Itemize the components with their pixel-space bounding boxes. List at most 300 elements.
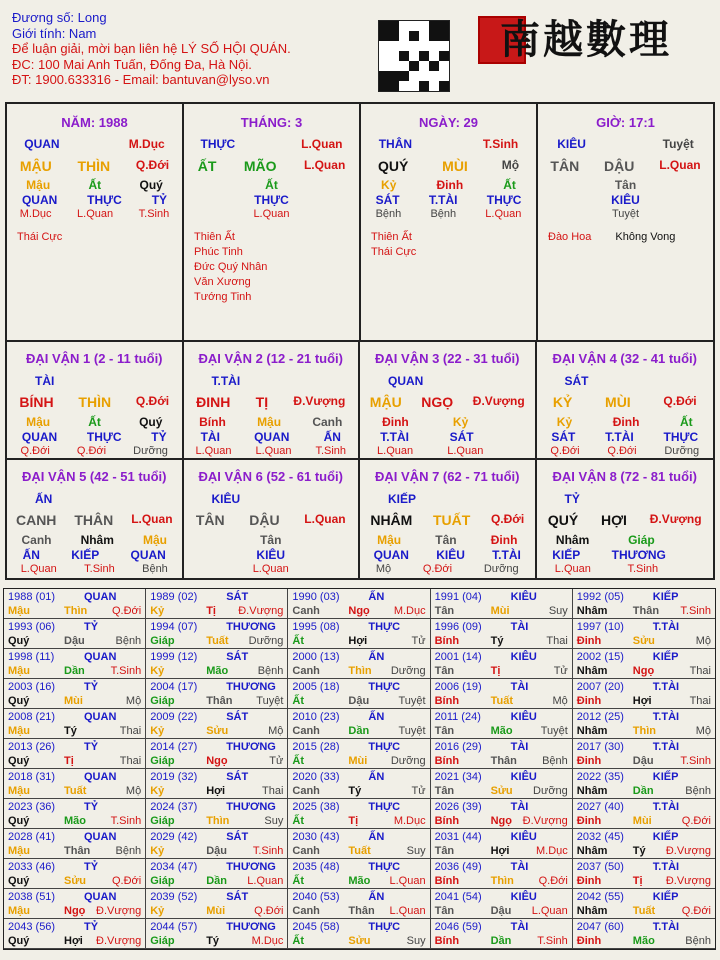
year-god: T.TÀI — [652, 921, 680, 933]
year-stem: Quý — [8, 695, 30, 707]
year-pillar — [577, 935, 711, 947]
star-name: Thiên Ất — [194, 231, 235, 243]
annual-luck-grid — [3, 588, 716, 950]
hidden-stem: Quý — [139, 178, 163, 192]
hidden-stage: Q.Đới — [76, 445, 107, 457]
year-stem: Mậu — [8, 845, 30, 857]
hidden-stage: Tuyệt — [611, 208, 640, 220]
four-pillars — [5, 102, 715, 342]
dai-van-god: SÁT — [564, 374, 589, 388]
year-stem: Nhâm — [576, 605, 608, 617]
hidden-god: THỰC — [486, 193, 522, 207]
hidden-stem: Canh — [21, 533, 52, 547]
hidden-god: QUAN — [130, 548, 166, 562]
year-stage: M.Dục — [393, 815, 426, 827]
year-branch: Thân — [348, 905, 375, 917]
year-pillar — [435, 755, 568, 767]
dai-van-3 — [360, 342, 537, 460]
heavenly-stem: QUÝ — [377, 158, 409, 174]
heavenly-stem: TÂN — [550, 158, 580, 174]
year-cell — [4, 739, 146, 769]
hidden-stage: T.Sinh — [315, 445, 347, 457]
pillar-title: THÁNG: 3 — [240, 115, 303, 130]
year-god: THỰC — [368, 621, 401, 633]
year-pillar — [150, 605, 283, 617]
year-cell — [146, 919, 288, 949]
pillar-row — [538, 137, 713, 151]
earthly-branch: HỢI — [600, 512, 627, 528]
hidden-stem: Đinh — [382, 415, 409, 429]
year-stem: Mậu — [8, 785, 30, 797]
year-cell — [288, 709, 430, 739]
year-stem: Kỷ — [150, 845, 165, 857]
hidden-god: T.TÀI — [380, 430, 409, 444]
year-pillar — [8, 725, 141, 737]
hidden-stem: Mậu — [26, 415, 51, 429]
year-stage: Suy — [264, 815, 284, 827]
year-god: TÀI — [510, 861, 529, 873]
dai-van-title: ĐẠI VẬN 8 (72 - 81 tuổi) — [552, 469, 697, 484]
year-cell — [431, 889, 573, 919]
year-stem: Kỷ — [150, 785, 165, 797]
hidden-stem: Đinh — [490, 533, 518, 547]
hidden-god: THỰC — [86, 430, 122, 444]
hidden-god: KIÊU — [256, 548, 286, 562]
year-branch: Tị — [490, 665, 501, 677]
year-branch: Mão — [490, 725, 513, 737]
year-label: 2038 (51) — [8, 891, 56, 903]
year-pillar — [577, 815, 711, 827]
year-cell — [431, 709, 573, 739]
hidden-stem: Bính — [199, 415, 226, 429]
hidden-stem: Mậu — [377, 533, 402, 547]
year-stem: Giáp — [150, 875, 175, 887]
hidden-stage: Bệnh — [142, 563, 168, 575]
pillar-row — [184, 394, 359, 410]
year-stage: Mộ — [695, 725, 711, 737]
year-stem: Tân — [434, 785, 455, 797]
year-label: 1990 (03) — [292, 591, 340, 603]
year-cell — [288, 649, 430, 679]
year-pillar — [292, 875, 425, 887]
year-stem: Bính — [434, 935, 460, 947]
hidden-god: QUAN — [21, 193, 58, 207]
year-god: T.TÀI — [652, 681, 680, 693]
year-cell — [288, 799, 430, 829]
year-label: 2011 (24) — [434, 711, 481, 723]
hidden-stem: Kỷ — [452, 415, 469, 429]
year-pillar — [150, 935, 283, 947]
year-stage: Mộ — [125, 695, 142, 707]
year-cell — [4, 919, 146, 949]
pillar-row — [361, 208, 536, 220]
hidden-stage: L.Quan — [554, 563, 591, 575]
year-god: TÀI — [510, 621, 529, 633]
year-cell — [288, 919, 430, 949]
pillar-god-stage: M.Dục — [128, 137, 165, 151]
year-cell — [146, 829, 288, 859]
dai-van-4 — [537, 342, 714, 460]
year-stem: Bính — [434, 815, 460, 827]
year-pillar — [8, 665, 141, 677]
year-stage: L.Quan — [531, 905, 568, 917]
year-stage: Q.Đới — [111, 605, 142, 617]
year-label: 2012 (25) — [576, 711, 624, 723]
hidden-god: THƯƠNG — [611, 548, 666, 562]
year-cell — [431, 829, 573, 859]
year-stage: Tuyệt — [398, 695, 426, 707]
year-stem: Nhâm — [576, 905, 608, 917]
earthly-branch: MÙI — [605, 394, 631, 410]
hidden-stage: Bệnh — [375, 208, 402, 220]
year-branch: Mão — [206, 665, 229, 677]
year-pillar — [435, 935, 568, 947]
year-label: 2029 (42) — [150, 831, 198, 843]
year-branch: Sửu — [632, 635, 655, 647]
year-cell — [4, 889, 146, 919]
year-label: 2042 (55) — [576, 891, 624, 903]
year-branch: Mùi — [632, 815, 652, 827]
year-label: 1989 (02) — [150, 591, 198, 603]
dai-van-title: ĐẠI VẬN 2 (12 - 21 tuổi) — [198, 351, 343, 366]
year-pillar — [577, 725, 711, 737]
pillar-god: QUAN — [24, 137, 60, 151]
pillar-3 — [361, 104, 538, 340]
hidden-god: T.TÀI — [428, 193, 458, 207]
pillar-title: NĂM: 1988 — [61, 115, 128, 130]
year-branch: Tý — [348, 785, 362, 797]
year-god: T.TÀI — [652, 711, 680, 723]
year-stage: Dưỡng — [390, 665, 426, 677]
year-cell — [146, 679, 288, 709]
year-stem: Kỷ — [150, 905, 165, 917]
pillar-row — [537, 533, 714, 547]
pillar-row — [184, 137, 359, 151]
dai-van-title: ĐẠI VẬN 7 (62 - 71 tuổi) — [375, 469, 520, 484]
year-stem: Đinh — [576, 695, 602, 707]
year-stem: Quý — [8, 875, 30, 887]
hidden-god: ẤN — [323, 430, 341, 444]
year-god: ẤN — [368, 651, 385, 663]
year-stage: Dưỡng — [248, 635, 284, 647]
year-pillar — [435, 785, 568, 797]
year-cell — [573, 739, 715, 769]
star-name: Văn Xương — [194, 276, 251, 288]
year-stem: Quý — [8, 935, 30, 947]
hidden-stem: Quý — [139, 415, 163, 429]
pillar-2 — [184, 104, 361, 340]
year-label: 2005 (18) — [292, 681, 340, 693]
year-branch: Tị — [64, 755, 74, 767]
dai-van-god: KIẾP — [388, 492, 417, 506]
brand-logo: 南越數理 — [500, 16, 672, 63]
year-stage: Q.Đới — [254, 905, 284, 917]
year-branch: Mão — [632, 935, 655, 947]
qr-code-icon[interactable] — [378, 20, 450, 92]
year-branch: Dậu — [206, 845, 227, 857]
year-label: 2025 (38) — [292, 801, 340, 813]
year-cell — [573, 919, 715, 949]
year-cell — [288, 589, 430, 619]
pillar-row — [7, 394, 182, 410]
year-god: KIẾP — [652, 771, 679, 783]
hidden-stage: L.Quan — [253, 208, 290, 220]
year-branch: Tuất — [490, 695, 513, 707]
hidden-stem: Ất — [503, 178, 516, 192]
hidden-god: T.TÀI — [605, 430, 634, 444]
star-name: Thiên Ất — [371, 231, 412, 243]
year-label: 2001 (14) — [434, 651, 482, 663]
hidden-stage: Q.Đới — [607, 445, 637, 457]
year-branch: Mùi — [490, 605, 510, 617]
year-stage: L.Quan — [247, 875, 284, 887]
year-god: QUAN — [84, 711, 117, 723]
pillar-extras — [17, 230, 62, 245]
year-stem: Mậu — [8, 725, 30, 737]
hidden-stem: Ất — [88, 415, 101, 429]
year-label: 1992 (05) — [576, 591, 624, 603]
pillar-row — [360, 563, 535, 575]
year-branch: Hợi — [490, 845, 510, 857]
branch-stage: L.Quan — [131, 512, 173, 526]
year-branch: Thìn — [632, 725, 657, 737]
year-cell — [288, 619, 430, 649]
pillar-row — [360, 512, 535, 528]
year-branch: Dậu — [348, 695, 370, 707]
year-cell — [431, 799, 573, 829]
year-branch: Hợi — [632, 695, 652, 707]
year-god: TỶ — [84, 801, 99, 813]
year-stem: Ất — [292, 695, 304, 707]
year-cell — [146, 859, 288, 889]
dai-van-title: ĐẠI VẬN 3 (22 - 31 tuổi) — [375, 351, 520, 366]
year-stem: Quý — [8, 815, 30, 827]
branch-stage: Đ.Vượng — [293, 394, 346, 408]
hidden-stage: T.Sinh — [138, 208, 170, 220]
pillar-row — [360, 415, 535, 429]
pillar-row — [7, 430, 182, 444]
year-god: ẤN — [368, 771, 385, 783]
year-label: 1991 (04) — [434, 591, 482, 603]
year-god: TÀI — [510, 921, 529, 933]
hidden-stage: Dưỡng — [133, 445, 168, 457]
year-pillar — [292, 935, 425, 947]
year-god: KIÊU — [510, 651, 537, 663]
year-branch: Thìn — [490, 875, 514, 887]
dai-van-god: QUAN — [388, 374, 424, 388]
year-pillar — [435, 725, 568, 737]
year-stage: L.Quan — [389, 875, 426, 887]
year-god: T.TÀI — [652, 621, 680, 633]
year-pillar — [577, 695, 711, 707]
year-god: KIẾP — [652, 831, 679, 843]
year-pillar — [8, 905, 141, 917]
hidden-god: TỶ — [151, 430, 167, 444]
year-cell — [146, 589, 288, 619]
year-pillar — [150, 695, 283, 707]
dai-van-god: KIÊU — [211, 492, 241, 506]
year-cell — [288, 889, 430, 919]
heavenly-stem: TÂN — [195, 512, 225, 528]
year-god: SÁT — [226, 891, 249, 903]
year-stem: Kỷ — [150, 605, 165, 617]
year-label: 1997 (10) — [576, 621, 624, 633]
year-stem: Mậu — [8, 605, 30, 617]
year-cell — [4, 829, 146, 859]
pillar-row — [537, 563, 714, 575]
year-branch: Tị — [632, 875, 643, 887]
year-stage: L.Quan — [389, 905, 426, 917]
year-cell — [4, 589, 146, 619]
year-cell — [146, 649, 288, 679]
year-cell — [146, 619, 288, 649]
year-label: 2006 (19) — [434, 681, 482, 693]
hidden-god: QUAN — [254, 430, 290, 444]
year-branch: Ngọ — [348, 605, 370, 617]
year-branch: Tý — [490, 635, 504, 647]
pillar-extras — [548, 230, 675, 245]
hidden-stage: Q.Đới — [20, 445, 50, 457]
year-label: 2046 (59) — [434, 921, 482, 933]
hidden-god: QUAN — [21, 430, 58, 444]
pillar-row — [537, 512, 714, 528]
year-pillar — [435, 665, 568, 677]
year-label: 2016 (29) — [434, 741, 482, 753]
year-label: 2035 (48) — [292, 861, 340, 873]
year-cell — [4, 709, 146, 739]
dai-van-god: TỶ — [564, 492, 580, 506]
year-stem: Tân — [434, 605, 455, 617]
year-god: ẤN — [368, 711, 385, 723]
year-pillar — [8, 635, 141, 647]
year-pillar — [577, 755, 711, 767]
year-stem: Canh — [292, 785, 320, 797]
pillar-god: THỰC — [200, 137, 236, 151]
year-label: 1994 (07) — [150, 621, 198, 633]
star-name: Phúc Tinh — [194, 246, 243, 258]
dai-van-2 — [184, 342, 361, 460]
year-label: 2027 (40) — [576, 801, 624, 813]
dai-van-8 — [537, 460, 714, 578]
year-pillar — [150, 725, 283, 737]
year-pillar — [150, 755, 283, 767]
year-stem: Bính — [434, 755, 460, 767]
year-label: 2026 (39) — [434, 801, 482, 813]
year-cell — [288, 679, 430, 709]
year-god: KIÊU — [510, 891, 537, 903]
year-pillar — [292, 905, 425, 917]
year-stage: Suy — [548, 605, 568, 617]
year-pillar — [577, 845, 711, 857]
year-stage: Tuyệt — [398, 725, 426, 737]
year-stage: M.Dục — [536, 845, 568, 857]
year-label: 2004 (17) — [150, 681, 198, 693]
year-label: 2021 (34) — [434, 771, 482, 783]
year-stage: Thai — [689, 665, 711, 677]
year-stage: T.Sinh — [537, 935, 568, 947]
year-stage: T.Sinh — [680, 755, 711, 767]
earthly-branch: MÃO — [243, 158, 277, 174]
earthly-branch: DẬU — [249, 512, 280, 528]
hidden-stem: Tân — [614, 178, 637, 192]
year-cell — [146, 709, 288, 739]
year-god: THỰC — [368, 801, 401, 813]
year-stem: Tân — [434, 845, 455, 857]
year-stage: Q.Đới — [681, 815, 711, 827]
year-branch: Ngọ — [64, 905, 86, 917]
year-god: QUAN — [84, 891, 117, 903]
year-branch: Mùi — [206, 905, 226, 917]
year-stem: Kỷ — [150, 665, 165, 677]
phone-email-line: ĐT: 1900.633316 - Email: bantuvan@lyso.vn — [12, 72, 270, 87]
year-pillar — [150, 905, 283, 917]
year-god: TÀI — [510, 741, 529, 753]
year-stage: Đ.Vượng — [238, 605, 284, 617]
year-branch: Mão — [348, 875, 371, 887]
year-cell — [431, 739, 573, 769]
year-stage: Đ.Vượng — [665, 875, 711, 887]
hidden-stem: Ất — [680, 415, 693, 429]
hidden-stem: Giáp — [628, 533, 655, 547]
pillar-row — [538, 208, 713, 220]
year-cell — [573, 769, 715, 799]
year-god: THƯƠNG — [226, 921, 276, 933]
pillar-row — [537, 430, 714, 444]
hidden-god: SÁT — [551, 430, 576, 444]
year-branch: Ngọ — [632, 665, 655, 677]
hidden-stage: Dưỡng — [664, 445, 700, 457]
branch-stage: Mộ — [501, 158, 520, 172]
dai-van-title: ĐẠI VẬN 1 (2 - 11 tuổi) — [25, 351, 163, 366]
year-stage: T.Sinh — [252, 845, 284, 857]
year-stage: Mộ — [552, 695, 568, 707]
year-label: 1995 (08) — [292, 621, 340, 633]
year-god: TÀI — [510, 801, 529, 813]
year-stem: Đinh — [576, 935, 602, 947]
year-god: KIẾP — [652, 651, 679, 663]
year-pillar — [292, 785, 425, 797]
year-branch: Dần — [348, 725, 370, 737]
year-label: 2037 (50) — [576, 861, 624, 873]
hidden-stem: Kỷ — [381, 178, 397, 192]
year-stem: Ất — [292, 755, 304, 767]
pillar-row — [7, 533, 182, 547]
pillar-row — [184, 208, 359, 220]
year-pillar — [577, 785, 711, 797]
year-label: 2018 (31) — [8, 771, 56, 783]
pillar-row — [184, 563, 359, 575]
year-stem: Giáp — [150, 635, 175, 647]
year-pillar — [150, 875, 283, 887]
year-branch: Sửu — [64, 875, 87, 887]
year-cell — [573, 589, 715, 619]
year-branch: Thân — [632, 605, 660, 617]
hidden-stem: Ất — [265, 178, 278, 192]
chart-header — [12, 10, 291, 88]
year-stage: T.Sinh — [110, 815, 142, 827]
year-pillar — [435, 845, 568, 857]
year-stem: Tân — [434, 725, 455, 737]
year-pillar — [292, 815, 425, 827]
hidden-god: ẤN — [22, 548, 40, 562]
year-stage: Bệnh — [542, 755, 568, 767]
year-label: 1996 (09) — [434, 621, 482, 633]
year-god: THƯƠNG — [226, 861, 276, 873]
year-branch: Tuất — [206, 635, 229, 647]
star-name: Tướng Tinh — [194, 291, 252, 303]
year-label: 2045 (58) — [292, 921, 340, 933]
year-branch: Ngọ — [206, 755, 228, 767]
